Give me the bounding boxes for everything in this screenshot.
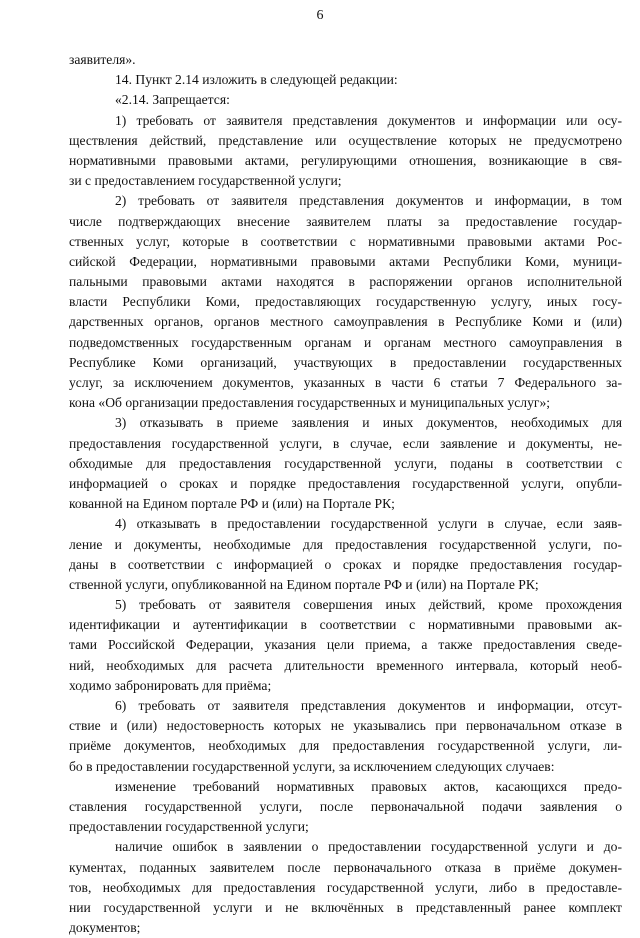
text-line: документов; xyxy=(69,920,141,936)
text-line: зи с предоставлением государственной услуги; xyxy=(69,173,342,189)
text-line: «2.14. Запрещается: xyxy=(115,92,230,108)
text-line: даны в соответствии с информацией о сроках и порядке предоставления государ- xyxy=(69,556,622,572)
text-line: ственных услуг, которые в соответствии с нормативными правовыми актами Рос- xyxy=(69,233,622,249)
text-line: ствие и (или) недостоверность которых не указывались при первоначальном отказе в xyxy=(69,718,622,734)
text-line: нормативными правовыми актами, регулирующими отношения, возникающие в свя- xyxy=(69,152,622,168)
text-line: кона «Об организации предоставления государственных и муниципальных услуг»; xyxy=(69,395,551,411)
text-line: кументах, поданных заявителем после первоначального отказа в приёме докумен- xyxy=(69,859,622,875)
text-line: ний, необходимых для расчета длительности временного интервала, который необ- xyxy=(69,657,622,673)
text-line: приёме документов, необходимых для предоставления государственной услуги, ли- xyxy=(69,738,622,754)
document-body xyxy=(69,50,622,938)
text-line: предоставления государственной услуги, в случае, если заявление и документы, не- xyxy=(69,435,622,451)
text-line: ление и документы, необходимые для предоставления государственной услуги, по- xyxy=(69,536,622,552)
text-line: подведомственных государственным органам и органам местного самоуправления в xyxy=(69,334,622,350)
text-line: сийской Федерации, нормативными правовыми актами Республики Коми, муници- xyxy=(69,253,622,269)
text-line: изменение требований нормативных правовых актов, касающихся предо- xyxy=(115,778,622,794)
text-line: ственной услуги, опубликованной на Едином портале РФ и (или) на Портале РК; xyxy=(69,576,539,592)
text-line: 5) требовать от заявителя совершения иных действий, кроме прохождения xyxy=(115,597,622,613)
text-line: услуг, за исключением документов, указанных в части 6 статьи 7 Федерального за- xyxy=(69,375,622,390)
text-line: 3) отказывать в приеме заявления и иных документов, необходимых для xyxy=(115,415,622,431)
text-line: бо в предоставлении государственной услуги, за исключением следующих случаев: xyxy=(69,758,555,774)
text-line: идентификации и аутентификации в соответствии с нормативными правовыми ак- xyxy=(69,617,622,633)
text-line: пальными правовыми актами находятся в распоряжении органов исполнительной xyxy=(69,274,622,290)
page-number: 6 xyxy=(316,8,324,23)
text-line: 6) требовать от заявителя представления документов и информации, отсут- xyxy=(115,698,622,713)
text-line: нии государственной услуги и не включённых в представленный ранее комплект xyxy=(69,899,622,915)
text-line: наличие ошибок в заявлении о предоставлении государственной услуги и до- xyxy=(115,839,622,855)
text-line: тов, необходимых для предоставления государственной услуги, либо в предоставле- xyxy=(69,879,622,895)
text-line: Республике Коми организаций, участвующих в предоставлении государственных xyxy=(69,354,622,370)
text-line: дарственных органов, органов местного самоуправления в Республике Коми и (или) xyxy=(69,314,622,330)
text-line: кованной на Едином портале РФ и (или) на Портале РК; xyxy=(69,496,395,512)
text-line: 2) требовать от заявителя представления документов и информации, в том xyxy=(115,193,622,209)
text-line: 1) требовать от заявителя представления документов и информации или осу- xyxy=(115,112,622,128)
text-line: 4) отказывать в предоставлении государственной услуги в случае, если заяв- xyxy=(115,516,622,532)
text-line: предоставлении государственной услуги; xyxy=(69,819,309,835)
text-line: обходимые для предоставления государственной услуги, поданы в соответствии с xyxy=(69,455,622,471)
text-line: ходимо забронировать для приёма; xyxy=(69,677,272,693)
text-line: заявителя». xyxy=(69,52,136,67)
text-line: 14. Пункт 2.14 изложить в следующей редакции: xyxy=(115,72,398,88)
text-line: ществления действий, представление или осуществление которых не предусмотрено xyxy=(69,132,622,148)
text-line: ставления государственной услуги, после первоначальной подачи заявления о xyxy=(69,798,622,814)
text-line: информацией о сроках и порядке предоставления государственной услуги, опубли- xyxy=(69,475,622,491)
text-line: числе подтверждающих внесение заявителем платы за предоставление государ- xyxy=(69,213,622,229)
text-line: тами Российской Федерации, указания цели приема, а также предоставления сведе- xyxy=(69,637,622,653)
text-line: власти Республики Коми, предоставляющих государственную услугу, иных госу- xyxy=(69,294,622,310)
